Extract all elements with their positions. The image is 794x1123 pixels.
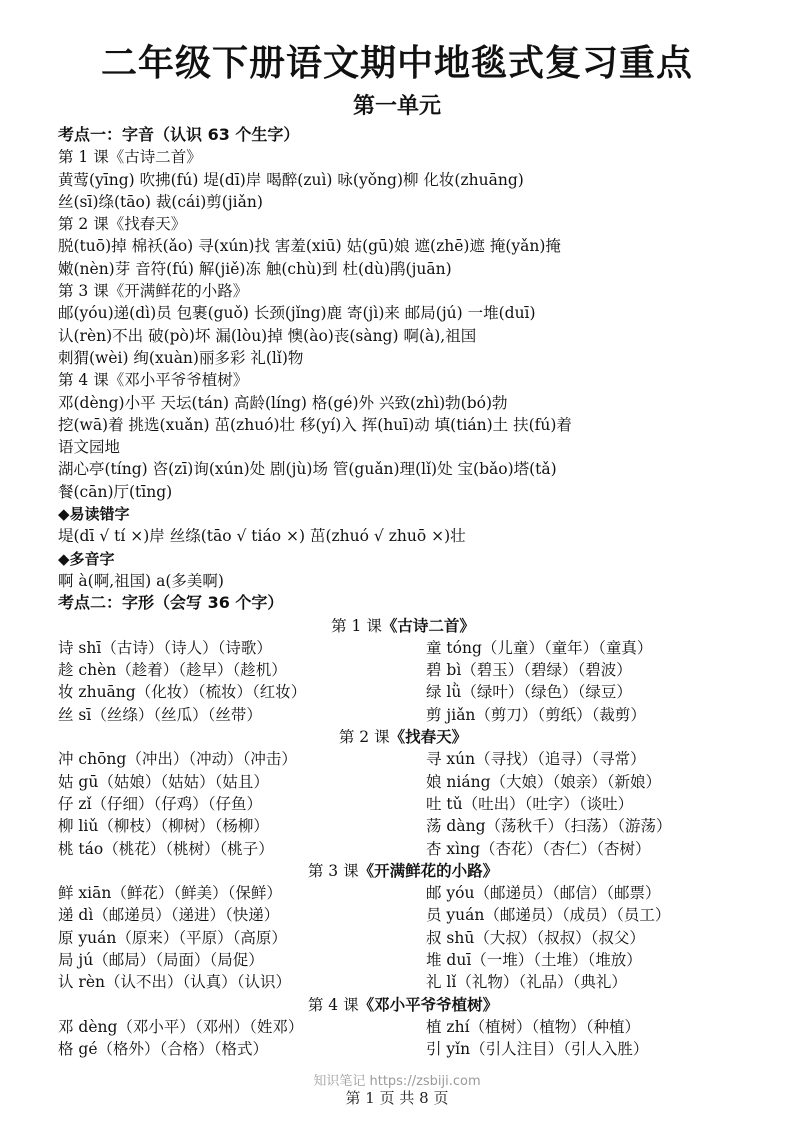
char-entry: 局 jú（邮局）（局面）（局促） [58, 950, 264, 969]
char-entry: 荡 dàng（荡秋千）（扫荡）（游荡） [426, 817, 672, 836]
kp1-line: 邓(dèng)小平 天坛(tán) 高龄(líng) 格(gé)外 兴致(zhì)勃(bó)勃 [58, 393, 508, 412]
easy-misread-line: 堤(dī √ tí ×)岸 丝绦(tāo √ tiáo ×) 茁(zhuó √ zhuō ×)壮 [58, 527, 466, 546]
char-entry: 妆 zhuāng（化妆）（梳妆）（红妆） [58, 683, 307, 702]
lesson-number: 第 2 课 [338, 728, 390, 747]
char-entry: 趁 chèn（趁着）（趁早）（趁机） [58, 661, 287, 680]
char-entry: 丝 sī（丝绦）（丝瓜）（丝带） [58, 705, 262, 724]
kp1-line: 第 1 课《古诗二首》 [58, 148, 202, 167]
char-entry: 娘 niáng（大娘）（娘亲）（新娘） [426, 772, 662, 791]
section-heading-kp2: 考点二：字形（会写 36 个字） [58, 593, 284, 613]
char-entry: 童 tóng（儿童）（童年）（童真） [426, 638, 653, 657]
char-row [58, 659, 748, 681]
char-entry: 吐 tǔ（吐出）（吐字）（谈吐） [426, 794, 634, 813]
lesson-heading [58, 860, 748, 882]
page-footer: 第 1 页 共 8 页 [345, 1089, 449, 1107]
char-entry: 认 rèn（认不出）（认真）（认识） [58, 973, 291, 992]
polyphone-heading: ◆多音字 [58, 549, 115, 568]
kp1-line: 第 4 课《邓小平爷爷植树》 [58, 371, 249, 390]
char-entry: 递 dì（邮递员）（递进）（快递） [58, 906, 280, 925]
kp1-lines [58, 146, 748, 503]
char-row [58, 637, 748, 659]
kp1-line: 丝(sī)绦(tāo) 裁(cái)剪(jiǎn) [58, 192, 263, 211]
char-entry: 诗 shī（古诗）（诗人）（诗歌） [58, 638, 272, 657]
char-row [58, 904, 748, 926]
char-entry: 邮 yóu（邮递员）（邮信）（邮票） [426, 884, 661, 903]
char-row [58, 771, 748, 793]
char-entry: 礼 lǐ（礼物）（礼品）（典礼） [426, 973, 627, 992]
lesson-heading [58, 615, 748, 637]
char-entry: 植 zhí（植树）（植物）（种植） [426, 1017, 641, 1036]
char-row [58, 793, 748, 815]
char-entry: 格 gé（格外）（合格）（格式） [58, 1040, 269, 1059]
char-entry: 冲 chōng（冲出）（冲动）（冲击） [58, 750, 297, 769]
kp1-line: 语文园地 [58, 438, 121, 457]
kp1-line: 湖心亭(tíng) 咨(zī)询(xún)处 剧(jù)场 管(guǎn)理(lǐ)处 宝(bǎo)塔(tǎ) [58, 460, 557, 479]
char-row [58, 838, 748, 860]
char-entry: 绿 lǜ（绿叶）（绿色）（绿豆） [426, 683, 632, 702]
char-entry: 叔 shū（大叔）（叔叔）（叔父） [426, 928, 645, 947]
char-row [58, 681, 748, 703]
char-entry: 鲜 xiān（鲜花）（鲜美）（保鲜） [58, 884, 282, 903]
content-body [58, 124, 748, 1060]
lesson-heading [58, 726, 748, 748]
char-entry: 员 yuán（邮递员）（成员）（员工） [426, 906, 671, 925]
kp1-line: 第 3 课《开满鲜花的小路》 [58, 282, 249, 301]
kp1-line: 邮(yóu)递(dì)员 包裹(guǒ) 长颈(jǐng)鹿 寄(jì)来 邮局(jú) 一堆(duī) [58, 304, 536, 323]
document-title: 二年级下册语文期中地毯式复习重点 [100, 43, 693, 84]
char-entry: 原 yuán（原来）（平原）（高原） [58, 928, 287, 947]
char-entry: 碧 bì（碧玉）（碧绿）（碧波） [426, 661, 632, 680]
char-row [58, 704, 748, 726]
char-row [58, 949, 748, 971]
char-entry: 堆 duī（一堆）（土堆）（堆放） [426, 950, 642, 969]
char-row [58, 927, 748, 949]
char-row [58, 882, 748, 904]
lesson-number: 第 1 课 [331, 616, 382, 635]
lesson-number: 第 4 课 [307, 995, 359, 1014]
char-entry: 柳 liǔ（柳枝）（柳树）（杨柳） [58, 817, 269, 836]
lesson-name: 《找春天》 [389, 727, 468, 747]
kp1-line: 嫩(nèn)芽 音符(fú) 解(jiě)冻 触(chù)到 杜(dù)鹃(juān) [58, 259, 452, 278]
char-entry: 仔 zǐ（仔细）（仔鸡）（仔鱼） [58, 794, 263, 813]
kp1-line: 黄莺(yīng) 吹拂(fú) 堤(dī)岸 喝醉(zuì) 咏(yǒng)柳 化妆(zhuāng) [58, 170, 524, 189]
kp1-line: 餐(cān)厅(tīng) [58, 482, 173, 501]
easy-misread-heading: ◆易读错字 [58, 505, 130, 524]
kp1-line: 第 2 课《找春天》 [58, 215, 187, 234]
lesson-name: 《古诗二首》 [381, 615, 475, 635]
char-row [58, 1016, 748, 1038]
char-entry: 姑 gū（姑娘）（姑姑）（姑且） [58, 772, 269, 791]
lesson-name: 《邓小平爷爷植树》 [358, 994, 499, 1014]
polyphone-line: 啊 à(啊,祖国) a(多美啊) [58, 571, 224, 590]
kp1-line: 认(rèn)不出 破(pò)坏 漏(lòu)掉 懊(ào)丧(sàng) 啊(à),祖国 [58, 326, 477, 345]
char-entry: 桃 táo（桃花）（桃树）（桃子） [58, 839, 274, 858]
lesson-number: 第 3 课 [307, 861, 359, 880]
kp1-line: 挖(wā)着 挑选(xuǎn) 茁(zhuó)壮 移(yí)入 挥(huī)动 填(tián)土 扶(fú)着 [58, 415, 572, 434]
char-row [58, 815, 748, 837]
lesson-heading [58, 994, 748, 1016]
char-entry: 杏 xìng（杏花）（杏仁）（杏树） [426, 839, 651, 858]
section-heading-kp1: 考点一：字音（认识 63 个生字） [58, 125, 300, 144]
unit-heading: 第一单元 [352, 94, 441, 119]
char-row [58, 971, 748, 993]
char-row [58, 748, 748, 770]
char-entry: 剪 jiǎn（剪刀）（剪纸）（裁剪） [426, 705, 646, 724]
lesson-name: 《开满鲜花的小路》 [358, 860, 499, 880]
char-entry: 寻 xún（寻找）（追寻）（寻常） [426, 750, 646, 769]
char-entry: 引 yǐn（引人注目）（引人入胜） [426, 1040, 649, 1059]
char-row [58, 1038, 748, 1060]
kp1-line: 刺猬(wèi) 绚(xuàn)丽多彩 礼(lǐ)物 [58, 348, 304, 367]
watermark: 知识笔记 https://zsbiji.com [313, 1074, 481, 1089]
kp2-lessons [58, 615, 748, 1061]
char-entry: 邓 dèng（邓小平）（邓州）（姓邓） [58, 1017, 304, 1036]
kp1-line: 脱(tuō)掉 棉袄(ǎo) 寻(xún)找 害羞(xiū) 姑(gū)娘 遮(zhē)遮 掩(yǎn)掩 [58, 237, 561, 256]
